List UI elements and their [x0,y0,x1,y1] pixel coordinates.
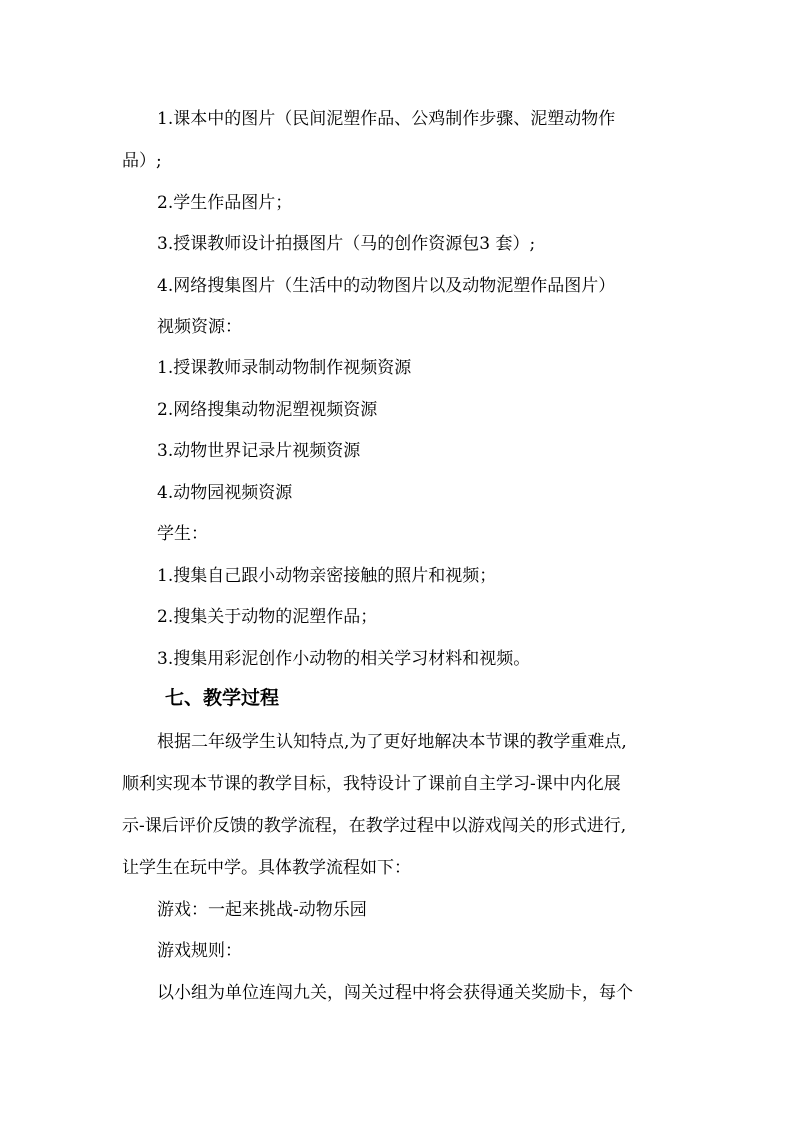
paragraph-line: 1.搜集自己跟小动物亲密接触的照片和视频； [157,566,497,586]
paragraph-line: 游戏：一起来挑战-动物乐园 [157,900,367,920]
paragraph-line: 示-课后评价反馈的教学流程，在教学过程中以游戏闯关的形式进行, [122,816,627,836]
paragraph-line: 4.动物园视频资源 [157,483,293,503]
paragraph-line: 让学生在玩中学。具体教学流程如下： [122,858,411,878]
paragraph-line: 3.动物世界记录片视频资源 [157,441,361,461]
paragraph-line: 1.课本中的图片（民间泥塑作品、公鸡制作步骤、泥塑动物作 [157,109,616,129]
paragraph-line: 2.学生作品图片； [157,193,293,213]
paragraph-line: 1.授课教师录制动物制作视频资源 [157,358,412,378]
paragraph-line: 2.搜集关于动物的泥塑作品； [157,607,378,627]
paragraph-line: 3.搜集用彩泥创作小动物的相关学习材料和视频。 [157,649,531,669]
paragraph-line: 4.网络搜集图片（生活中的动物图片以及动物泥塑作品图片） [157,276,616,296]
paragraph-line: 顺利实现本节课的教学目标，我特设计了课前自主学习-课中内化展 [122,774,621,794]
paragraph-line: 以小组为单位连闯九关，闯关过程中将会获得通关奖励卡，每个 [157,983,633,1003]
paragraph-line: 品）; [122,151,162,171]
section-heading: 七、教学过程 [165,687,280,709]
paragraph-line: 3.授课教师设计拍摄图片（马的创作资源包3 套）; [157,234,536,254]
paragraph-line: 游戏规则： [157,941,242,961]
paragraph-line: 学生： [157,524,208,544]
paragraph-line: 视频资源： [157,317,242,337]
paragraph-line: 根据二年级学生认知特点,为了更好地解决本节课的教学重难点, [157,732,627,752]
paragraph-line: 2.网络搜集动物泥塑视频资源 [157,400,378,420]
